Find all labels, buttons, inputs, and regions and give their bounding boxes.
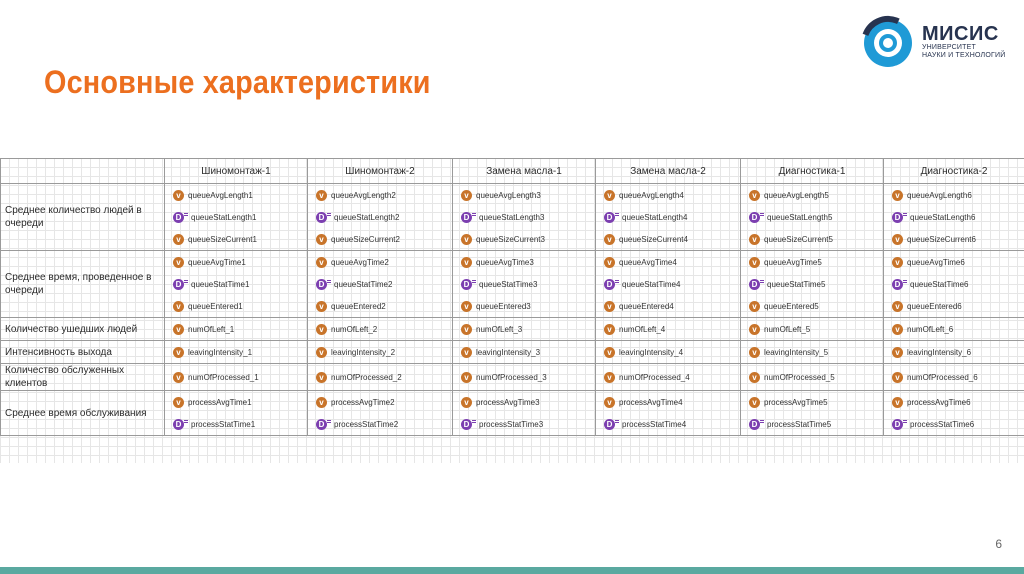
variable-name: processAvgTime1 [188,397,252,407]
variable-icon: v [892,347,903,358]
grid-background [0,158,1024,463]
row-label: Среднее количество людей в очереди [1,184,165,251]
variable-name: processStatTime3 [479,419,544,429]
table-cell [741,318,884,341]
variable-item[interactable] [604,413,740,435]
column-header: Замена масла-1 [453,159,596,184]
variable-item[interactable] [316,366,452,388]
logo-subtitle-2: НАУКИ И ТЕХНОЛОГИЙ [922,52,1006,59]
variable-icon: v [604,301,615,312]
variable-name: queueStatTime4 [622,279,681,289]
table-cell [596,318,741,341]
variable-item[interactable] [173,184,307,206]
table-cell [741,364,884,391]
variable-item[interactable] [173,273,307,295]
variable-icon: v [173,190,184,201]
table-cell [596,364,741,391]
table-cell [165,364,308,391]
variable-icon: v [461,257,472,268]
variable-name: processStatTime2 [334,419,399,429]
variable-item[interactable] [316,318,452,340]
variable-icon: v [316,257,327,268]
dataset-icon: D [173,279,184,290]
variable-icon: v [749,324,760,335]
variable-name: queueSizeCurrent1 [188,234,257,244]
variable-item[interactable] [604,251,740,273]
variable-item[interactable] [461,318,595,340]
variable-item[interactable] [892,413,1024,435]
variable-item[interactable] [749,366,883,388]
variable-item[interactable] [892,295,1024,317]
table-cell [308,364,453,391]
variable-name: queueStatTime3 [479,279,538,289]
variable-name: processAvgTime3 [476,397,540,407]
variable-name: numOfLeft_6 [907,324,954,334]
variable-name: queueEntered6 [907,301,962,311]
variable-icon: v [316,301,327,312]
variable-item[interactable] [316,251,452,273]
table-cell [741,251,884,318]
table-cell [165,341,308,364]
variable-icon: v [173,347,184,358]
table-cell [741,391,884,436]
dataset-icon: D [604,279,615,290]
variable-item[interactable] [892,341,1024,363]
variable-icon: v [173,234,184,245]
variable-item[interactable] [749,413,883,435]
row-label: Количество обслуженных клиентов [1,364,165,391]
table-cell [596,391,741,436]
dataset-icon: D [604,212,615,223]
variable-icon: v [604,347,615,358]
variable-name: queueStatTime6 [910,279,969,289]
variable-item[interactable] [749,184,883,206]
table-cell [884,184,1024,251]
variable-item[interactable] [316,206,452,228]
characteristics-table [0,158,1024,436]
dataset-icon: D [749,212,760,223]
table-row [1,364,1024,391]
variable-item[interactable] [604,206,740,228]
table-cell [165,251,308,318]
variable-name: queueAvgLength5 [764,190,829,200]
variable-name: queueEntered2 [331,301,386,311]
variable-name: processAvgTime2 [331,397,395,407]
variable-name: processAvgTime4 [619,397,683,407]
table-cell [884,251,1024,318]
variable-icon: v [749,372,760,383]
table-cell [165,391,308,436]
variable-name: processStatTime1 [191,419,256,429]
variable-name: processStatTime5 [767,419,832,429]
variable-name: processStatTime6 [910,419,975,429]
variable-name: queueAvgTime6 [907,257,965,267]
variable-name: queueStatTime5 [767,279,826,289]
variable-item[interactable] [749,341,883,363]
logo-name: МИСИС [922,23,999,45]
row-label: Среднее время, проведенное в очереди [1,251,165,318]
variable-name: numOfProcessed_5 [764,372,835,382]
table-cell [308,391,453,436]
dataset-icon: D [461,279,472,290]
variable-icon: v [892,372,903,383]
dataset-icon: D [892,279,903,290]
variable-name: numOfProcessed_3 [476,372,547,382]
variable-icon: v [173,301,184,312]
variable-name: queueAvgLength6 [907,190,972,200]
table-cell [453,364,596,391]
variable-item[interactable] [749,251,883,273]
variable-icon: v [892,301,903,312]
variable-item[interactable] [604,273,740,295]
variable-icon: v [173,397,184,408]
variable-item[interactable] [173,228,307,250]
variable-name: queueAvgTime3 [476,257,534,267]
table-cell [453,341,596,364]
variable-icon: v [173,257,184,268]
variable-item[interactable] [749,318,883,340]
variable-name: queueStatTime2 [334,279,393,289]
variable-item[interactable] [173,206,307,228]
variable-item[interactable] [749,228,883,250]
variable-name: queueAvgTime4 [619,257,677,267]
variable-item[interactable] [173,413,307,435]
variable-icon: v [316,372,327,383]
table-cell [741,341,884,364]
variable-icon: v [461,301,472,312]
table-header-row [1,159,1024,184]
dataset-icon: D [749,419,760,430]
variable-item[interactable] [316,341,452,363]
variable-icon: v [316,347,327,358]
dataset-icon: D [316,419,327,430]
variable-icon: v [749,301,760,312]
variable-item[interactable] [461,228,595,250]
variable-name: queueEntered3 [476,301,531,311]
variable-item[interactable] [461,413,595,435]
variable-item[interactable] [461,295,595,317]
variable-name: leavingIntensity_3 [476,347,541,357]
variable-name: numOfLeft_3 [476,324,523,334]
table-row [1,318,1024,341]
variable-name: queueAvgTime1 [188,257,246,267]
variable-item[interactable] [173,391,307,413]
table-cell [308,341,453,364]
variable-item[interactable] [892,391,1024,413]
variable-icon: v [749,397,760,408]
variable-icon: v [316,324,327,335]
variable-item[interactable] [461,341,595,363]
table-cell [165,318,308,341]
dataset-icon: D [749,279,760,290]
table-row [1,391,1024,436]
table-cell [453,318,596,341]
table-row [1,341,1024,364]
table-body [1,184,1024,436]
variable-name: queueStatLength3 [479,212,545,222]
variable-icon: v [461,372,472,383]
variable-name: queueStatLength6 [910,212,976,222]
variable-item[interactable] [316,413,452,435]
table-cell [453,184,596,251]
bottom-bar [0,567,1024,574]
variable-name: queueAvgTime2 [331,257,389,267]
variable-item[interactable] [461,184,595,206]
table-row [1,184,1024,251]
dataset-icon: D [892,212,903,223]
variable-item[interactable] [316,295,452,317]
variable-name: leavingIntensity_6 [907,347,972,357]
variable-item[interactable] [173,251,307,273]
variable-name: queueAvgLength3 [476,190,541,200]
variable-icon: v [461,190,472,201]
dataset-icon: D [173,212,184,223]
variable-item[interactable] [892,251,1024,273]
variable-name: queueSizeCurrent3 [476,234,545,244]
variable-name: numOfProcessed_1 [188,372,259,382]
variable-item[interactable] [604,184,740,206]
variable-name: queueSizeCurrent2 [331,234,400,244]
table-cell [884,391,1024,436]
table-cell [165,184,308,251]
page-title: Основные характеристики [44,64,431,100]
variable-item[interactable] [173,341,307,363]
variable-item[interactable] [892,206,1024,228]
variable-item[interactable] [316,228,452,250]
dataset-icon: D [604,419,615,430]
variable-item[interactable] [749,206,883,228]
variable-name: queueAvgLength2 [331,190,396,200]
variable-item[interactable] [173,318,307,340]
variable-icon: v [749,347,760,358]
variable-name: queueAvgLength1 [188,190,253,200]
variable-icon: v [461,347,472,358]
column-header: Шиномонтаж-1 [165,159,308,184]
variable-name: queueStatLength1 [191,212,257,222]
dataset-icon: D [316,212,327,223]
variable-icon: v [604,257,615,268]
variable-item[interactable] [461,391,595,413]
column-header: Диагностика-1 [741,159,884,184]
variable-item[interactable] [604,391,740,413]
dataset-icon: D [173,419,184,430]
variable-icon: v [749,234,760,245]
variable-item[interactable] [316,184,452,206]
table-cell [453,391,596,436]
variable-item[interactable] [749,295,883,317]
table-cell [884,341,1024,364]
table-cell [596,184,741,251]
variable-name: queueStatLength4 [622,212,688,222]
variable-icon: v [749,257,760,268]
table-cell [596,341,741,364]
variable-name: queueAvgTime5 [764,257,822,267]
variable-name: leavingIntensity_2 [331,347,396,357]
variable-icon: v [604,324,615,335]
dataset-icon: D [316,279,327,290]
variable-icon: v [604,372,615,383]
variable-item[interactable] [173,295,307,317]
variable-icon: v [892,397,903,408]
variable-name: numOfLeft_1 [188,324,235,334]
variable-item[interactable] [604,318,740,340]
variable-item[interactable] [892,228,1024,250]
table-cell [308,184,453,251]
table-cell [453,251,596,318]
variable-item[interactable] [604,228,740,250]
dataset-icon: D [461,419,472,430]
row-label: Среднее время обслуживания [1,391,165,436]
variable-icon: v [173,324,184,335]
variable-item[interactable] [604,341,740,363]
variable-item[interactable] [461,273,595,295]
variable-item[interactable] [316,391,452,413]
variable-icon: v [316,397,327,408]
table-cell [308,251,453,318]
variable-icon: v [316,234,327,245]
row-label: Интенсивность выхода [1,341,165,364]
variable-item[interactable] [316,273,452,295]
variable-item[interactable] [892,366,1024,388]
table-row [1,251,1024,318]
variable-icon: v [173,372,184,383]
variable-name: queueSizeCurrent6 [907,234,976,244]
variable-name: queueSizeCurrent4 [619,234,688,244]
variable-name: numOfLeft_5 [764,324,811,334]
variable-icon: v [461,234,472,245]
variable-name: processStatTime4 [622,419,687,429]
variable-item[interactable] [604,295,740,317]
variable-icon: v [892,234,903,245]
variable-name: numOfProcessed_2 [331,372,402,382]
variable-name: queueStatTime1 [191,279,250,289]
variable-item[interactable] [892,184,1024,206]
variable-icon: v [604,190,615,201]
variable-icon: v [316,190,327,201]
variable-icon: v [892,190,903,201]
variable-name: processAvgTime5 [764,397,828,407]
variable-name: queueEntered5 [764,301,819,311]
variable-name: processAvgTime6 [907,397,971,407]
logo-subtitle-1: УНИВЕРСИТЕТ [922,44,976,51]
variable-icon: v [749,190,760,201]
variable-icon: v [892,257,903,268]
variable-item[interactable] [461,366,595,388]
variable-name: numOfLeft_4 [619,324,666,334]
variable-item[interactable] [461,251,595,273]
page-number: 6 [995,537,1002,551]
variable-name: queueStatLength2 [334,212,400,222]
variable-item[interactable] [749,391,883,413]
variable-name: leavingIntensity_5 [764,347,829,357]
dataset-icon: D [892,419,903,430]
variable-name: numOfProcessed_6 [907,372,978,382]
header-corner [1,159,165,184]
variable-item[interactable] [173,366,307,388]
dataset-icon: D [461,212,472,223]
table-cell [308,318,453,341]
variable-item[interactable] [604,366,740,388]
variable-item[interactable] [461,206,595,228]
row-label: Количество ушедших людей [1,318,165,341]
column-header: Шиномонтаж-2 [308,159,453,184]
variable-icon: v [461,397,472,408]
variable-name: leavingIntensity_4 [619,347,684,357]
variable-name: queueEntered4 [619,301,674,311]
variable-item[interactable] [892,318,1024,340]
variable-name: queueEntered1 [188,301,243,311]
column-header: Диагностика-2 [884,159,1024,184]
table-cell [884,318,1024,341]
variable-item[interactable] [749,273,883,295]
column-header: Замена масла-2 [596,159,741,184]
variable-name: numOfProcessed_4 [619,372,690,382]
table-cell [884,364,1024,391]
logo-text [922,24,1005,60]
variable-icon: v [604,234,615,245]
variable-name: queueStatLength5 [767,212,833,222]
variable-name: queueSizeCurrent5 [764,234,833,244]
table-cell [741,184,884,251]
variable-icon: v [461,324,472,335]
table-cell [596,251,741,318]
variable-item[interactable] [892,273,1024,295]
variable-name: numOfLeft_2 [331,324,378,334]
variable-icon: v [892,324,903,335]
variable-icon: v [604,397,615,408]
variable-name: leavingIntensity_1 [188,347,253,357]
variable-name: queueAvgLength4 [619,190,684,200]
